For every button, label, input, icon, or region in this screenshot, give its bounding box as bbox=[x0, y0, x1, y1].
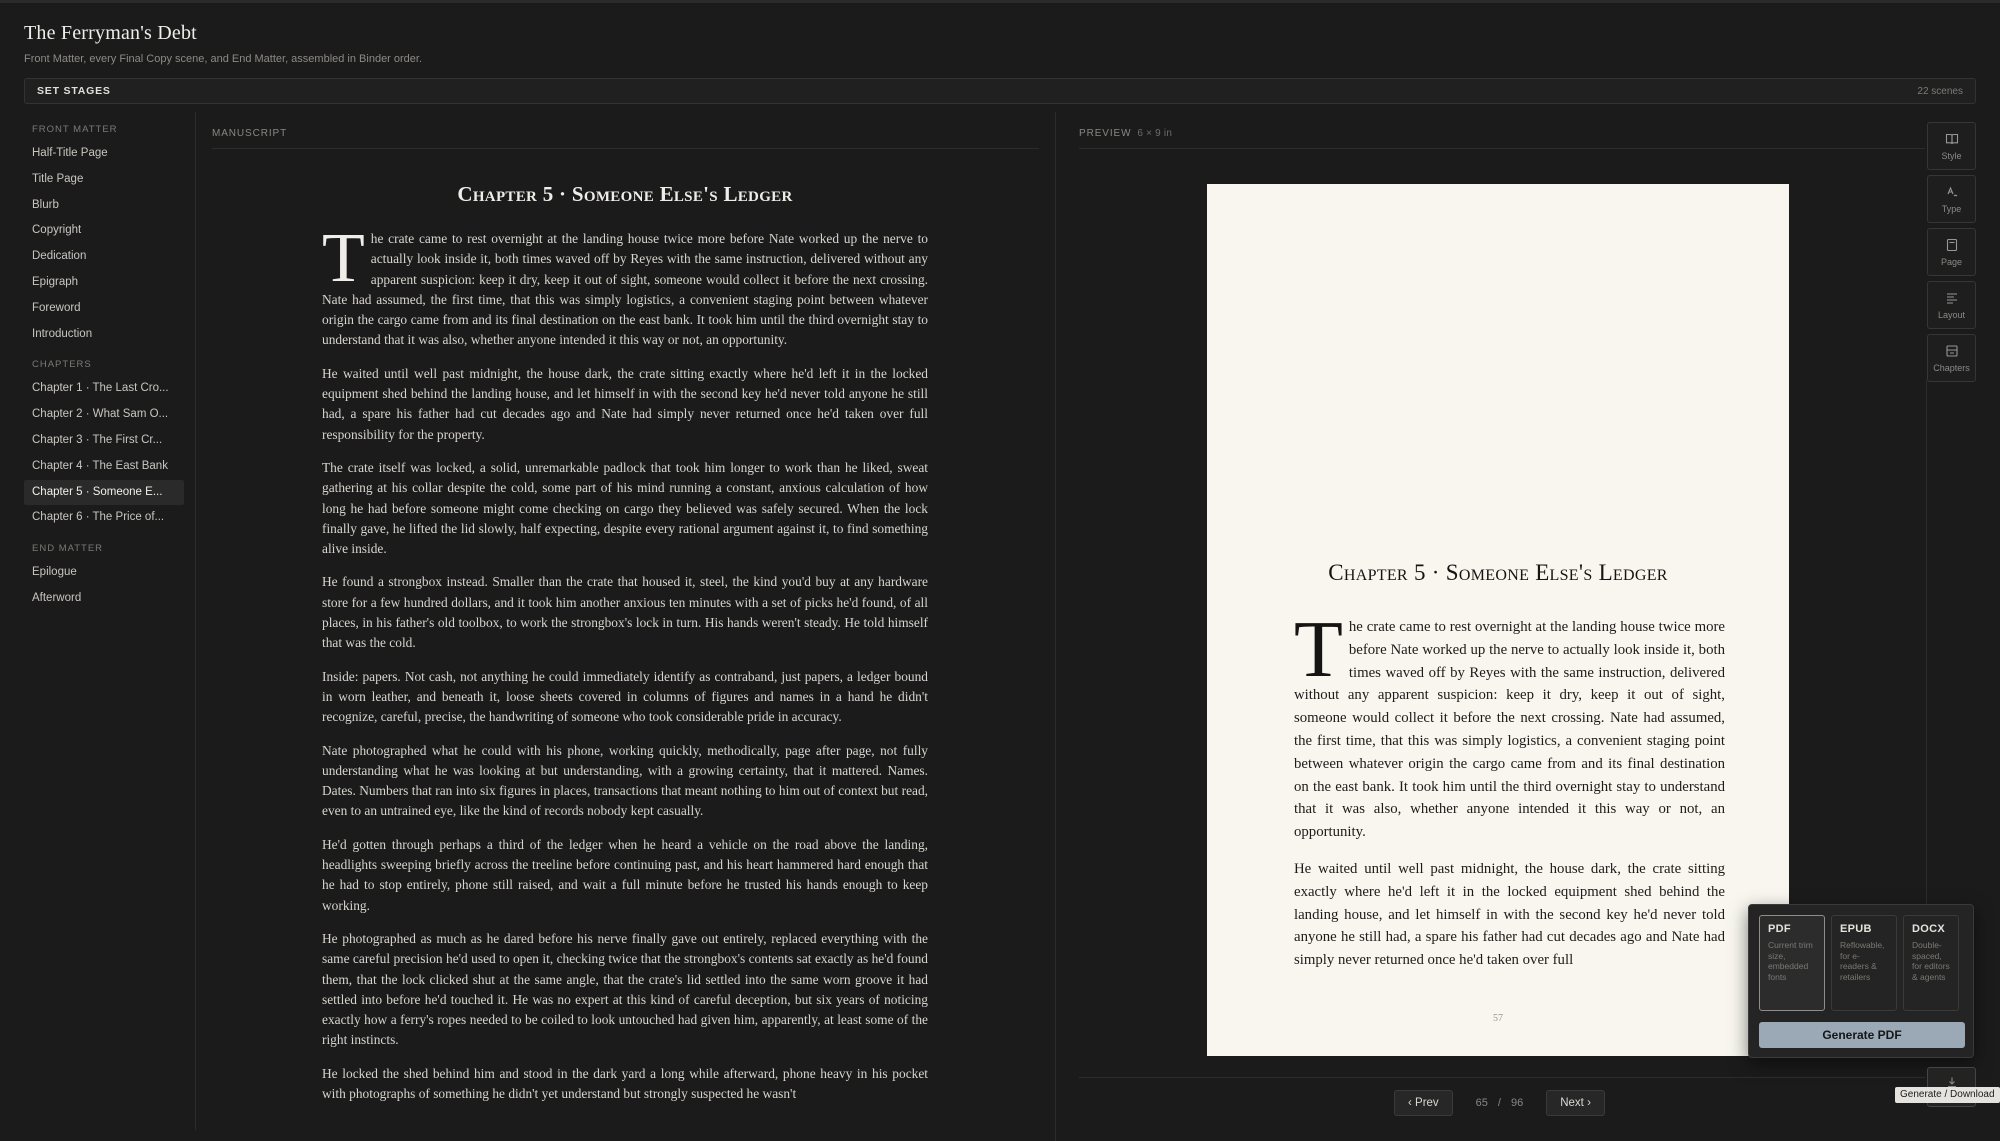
book-subtitle: Front Matter, every Final Copy scene, and End Matter, assembled in Binder order. bbox=[24, 53, 423, 65]
manuscript-paragraph: The crate itself was locked, a solid, unremarkable padlock that took him longer to work than he liked, sweat gathering at his collar despite the cold, some part of his mind running a constant, anxious calculation of how long he had before someone might come checking on cargo they believed was safely secured. When the lock finally gave, he lifted the lid slowly, half expecting, despite every rational argument against it, to find something alive inside. bbox=[322, 459, 928, 557]
binder-item-chapter-1[interactable]: Chapter 1 · The Last Cro... bbox=[32, 382, 169, 395]
type-tool-label: Type bbox=[1941, 203, 1962, 214]
chapters-tool-label: Chapters bbox=[1933, 362, 1970, 373]
binder-item-epigraph[interactable]: Epigraph bbox=[32, 275, 79, 288]
manuscript-paragraph: Nate photographed what he could with his phone, working quickly, methodically, page after page, not fully understanding what he was looking at but understanding, with a growing certainty, that it mattered. Names. Dates. Numbers that ran into six figures in places, transactions that meant nothing to him out of context but read, even to an untrained eye, like the kind of records nobody kept casually. bbox=[322, 742, 928, 819]
preview-page bbox=[1207, 184, 1789, 1056]
binder-item-afterword[interactable]: Afterword bbox=[32, 591, 82, 604]
manuscript-dropcap: T bbox=[322, 220, 365, 297]
page-icon bbox=[1945, 238, 1959, 252]
binder-item-chapter-4[interactable]: Chapter 4 · The East Bank bbox=[32, 459, 168, 472]
manuscript-paragraph: He locked the shed behind him and stood in the dark yard a long while afterward, phone heavy in his pocket with photographs of something he didn't yet understand but strongly suspected he wasn't bbox=[322, 1065, 928, 1101]
manuscript-divider bbox=[212, 148, 1039, 149]
current-page: 65 bbox=[1475, 1097, 1488, 1109]
type-icon bbox=[1945, 185, 1959, 199]
manuscript-paragraph-text: he crate came to rest overnight at the landing house twice more before Nate worked up the nerve to actually look inside it, both times waved off by Reyes with the same instruction, delivered without any apparent suspicion: keep it dry, keep it out of sight, someone would collect it before the next crossing. Nate had assumed, the first time, that this was simply logistics, a convenient staging point between whatever origin the cargo came from and its final destination on the east bank. It took him until the third overnight stay to understand that it was also, whether anyone intended it this way or not, an opportunity. bbox=[322, 231, 928, 348]
binder-item-blurb[interactable]: Blurb bbox=[32, 198, 59, 211]
manuscript-paragraph: He'd gotten through perhaps a third of the ledger when he heard a vehicle on the road above the landing, headlights sweeping briefly across the treeline before continuing past, and his heart hammered hard enough that he had to stop entirely, phone still raised, and wait a full minute before he trusted his hands enough to keep working. bbox=[322, 836, 928, 913]
preview-paragraph bbox=[1294, 606, 1725, 844]
chapters-tool-button[interactable] bbox=[1927, 334, 1976, 382]
format-name: DOCX bbox=[1912, 923, 1945, 935]
layout-icon bbox=[1945, 291, 1959, 305]
manuscript-paragraph: He photographed as much as he dared before his nerve finally gave out entirely, replaced everything with the same careful precision he'd used to open it, checking twice that the strongbox's contents sat exactly as he'd found them, that the lock clicked shut at the same angle, that the crate's lid settled into the same worn groove it had settled into before he'd touched it. He was no expert at this kind of careful deception, but six years of noticing exactly how a ferry's ropes needed to be coiled to look untouched had given him, apparently, at least some of the right instincts. bbox=[322, 930, 928, 1048]
pager-divider bbox=[1079, 1077, 1925, 1078]
set-stages-label: SET STAGES bbox=[37, 85, 111, 97]
binder-item-epilogue[interactable]: Epilogue bbox=[32, 566, 77, 579]
binder-item-title-page[interactable]: Title Page bbox=[32, 172, 84, 185]
preview-chapter-title: Chapter 5 · Someone Else's Ledger bbox=[1328, 560, 1668, 585]
prev-page-button[interactable]: ‹ Prev bbox=[1394, 1090, 1453, 1116]
scene-count: 22 scenes bbox=[1917, 85, 1963, 97]
front-matter-heading: FRONT MATTER bbox=[32, 124, 118, 135]
book-title: The Ferryman's Debt bbox=[24, 22, 197, 44]
page-separator: / bbox=[1497, 1097, 1501, 1109]
binder-item-chapter-3[interactable]: Chapter 3 · The First Cr... bbox=[32, 433, 163, 446]
format-option-epub[interactable] bbox=[1831, 915, 1897, 1011]
end-matter-section bbox=[24, 537, 195, 612]
style-tool-button[interactable] bbox=[1927, 122, 1976, 170]
layout-tool-label: Layout bbox=[1937, 309, 1966, 320]
binder-item-chapter-2[interactable]: Chapter 2 · What Sam O... bbox=[32, 408, 169, 421]
chapters-section bbox=[24, 353, 195, 531]
page-counter bbox=[1476, 1097, 1524, 1109]
format-description: Current trim size, embedded fonts bbox=[1768, 940, 1813, 982]
preview-label bbox=[1079, 128, 1172, 139]
page-tool-label: Page bbox=[1940, 256, 1963, 267]
binder-item-chapter-5[interactable]: Chapter 5 · Someone E... bbox=[24, 480, 184, 506]
format-name: EPUB bbox=[1840, 923, 1872, 935]
page-tool-button[interactable] bbox=[1927, 228, 1976, 276]
page-number: 57 bbox=[1493, 1013, 1503, 1024]
end-matter-heading: END MATTER bbox=[32, 543, 104, 555]
binder-sidebar bbox=[24, 112, 196, 1130]
binder-item-copyright[interactable]: Copyright bbox=[32, 224, 82, 237]
chapters-icon bbox=[1945, 344, 1959, 358]
format-description: Double-spaced, for editors & agents bbox=[1912, 940, 1950, 982]
binder-item-foreword[interactable]: Foreword bbox=[32, 301, 81, 314]
manuscript-paragraph: He found a strongbox instead. Smaller than the crate that housed it, steel, the kind you'd buy at any hardware store for a few hundred dollars, and it took him another anxious ten minutes with a set of picks he'd found, of all places, in his father's old toolbox, to work the strongbox's lock in turn. His hands weren't steady. He told himself that was the cold. bbox=[322, 574, 928, 651]
binder-item-introduction[interactable]: Introduction bbox=[32, 327, 93, 340]
book-icon bbox=[1945, 132, 1959, 146]
chapters-heading: CHAPTERS bbox=[32, 359, 92, 371]
binder-item-half-title-page[interactable]: Half-Title Page bbox=[32, 147, 108, 159]
manuscript-text[interactable] bbox=[322, 182, 928, 1117]
export-popover bbox=[1748, 904, 1974, 1058]
next-page-button[interactable]: Next › bbox=[1546, 1090, 1605, 1116]
style-tool-label: Style bbox=[1941, 150, 1962, 161]
generate-pdf-button[interactable]: Generate PDF bbox=[1759, 1022, 1965, 1048]
set-stages-bar[interactable] bbox=[24, 78, 1976, 104]
top-divider bbox=[0, 0, 2000, 3]
preview-divider bbox=[1079, 148, 1925, 149]
type-tool-button[interactable] bbox=[1927, 175, 1976, 223]
front-matter-section bbox=[24, 118, 195, 347]
manuscript-paragraph: Inside: papers. Not cash, not anything he could immediately identify as contraband, just papers, a ledger bound in worn leather, and beneath it, loose sheets covered in columns of figures and names in a hand he didn't recognize, careful, precise, the handwriting of someone who took considerable pride in accuracy. bbox=[322, 668, 928, 725]
trim-size: 6 × 9 in bbox=[1137, 128, 1173, 139]
manuscript-pane[interactable] bbox=[196, 112, 1056, 1141]
preview-dropcap: T bbox=[1294, 606, 1343, 694]
preview-paragraph: He waited until well past midnight, the house dark, the crate sitting exactly where he'd left it in the locked equipment shed behind the landing house, and let himself in with the second key he'd never told anyone he still had, a spare his father had cut decades ago and Nate had simply never returned once he'd taken over full bbox=[1294, 860, 1725, 969]
download-tooltip: Generate / Download bbox=[1895, 1087, 2000, 1103]
binder-item-chapter-6[interactable]: Chapter 6 · The Price of... bbox=[32, 511, 165, 524]
manuscript-paragraph: He waited until well past midnight, the house dark, the crate sitting exactly where he'd left it in the locked equipment shed behind the landing house, and let himself in with the second key he'd never told anyone he still had, a spare his father had cut decades ago and Nate had simply never returned once he'd taken over full responsibility for the property. bbox=[322, 365, 928, 442]
format-name: PDF bbox=[1768, 923, 1791, 935]
export-format-options bbox=[1759, 915, 1959, 1011]
page-header bbox=[24, 22, 422, 65]
page-pager bbox=[1394, 1090, 1605, 1116]
binder-item-dedication[interactable]: Dedication bbox=[32, 250, 87, 263]
format-option-pdf[interactable] bbox=[1759, 915, 1825, 1011]
preview-page-text bbox=[1294, 606, 1725, 986]
preview-label-text: PREVIEW bbox=[1079, 128, 1132, 139]
manuscript-label: MANUSCRIPT bbox=[212, 128, 288, 139]
preview-paragraph-text: he crate came to rest overnight at the landing house twice more before Nate worked up the nerve to actually look inside it, both times waved off by Reyes with the same instruction, delivered without any apparent suspicion: keep it dry, keep it out of sight, someone would collect it before the next crossing. Nate had assumed, the first time, that this was simply logistics, a convenient staging point between whatever origin the cargo came from and its final destination on the east bank. It took him until the third overnight stay to understand that it was also, whether anyone intended it this way or not, an opportunity. bbox=[1294, 619, 1725, 841]
format-description: Reflowable, for e-readers & retailers bbox=[1840, 940, 1885, 982]
manuscript-paragraph bbox=[322, 220, 928, 351]
manuscript-chapter-title: Chapter 5 · Someone Else's Ledger bbox=[457, 182, 793, 206]
format-option-docx[interactable] bbox=[1903, 915, 1959, 1011]
layout-tool-button[interactable] bbox=[1927, 281, 1976, 329]
total-pages: 96 bbox=[1510, 1097, 1524, 1109]
format-toolbar bbox=[1927, 122, 1976, 387]
